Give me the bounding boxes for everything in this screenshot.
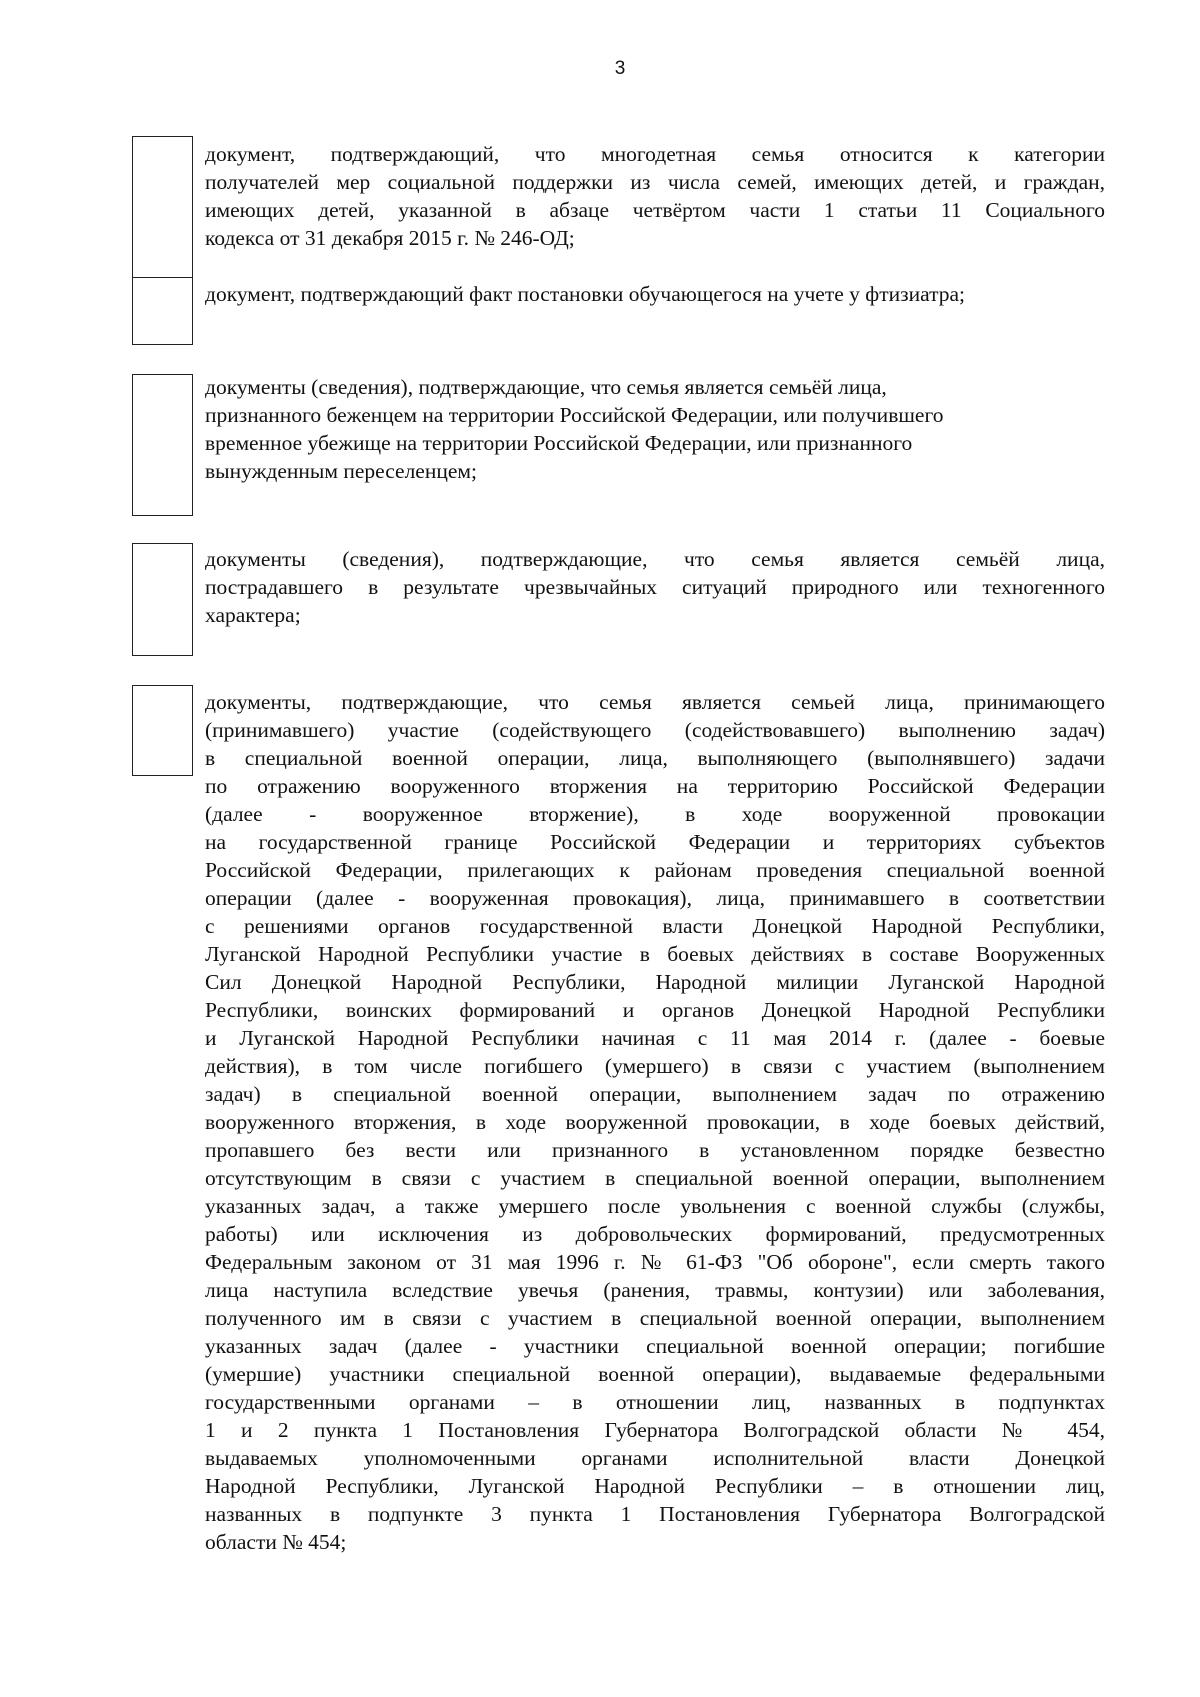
text-line: на государственной границе Российской Федерации и территориях субъектов <box>205 830 1105 854</box>
text-line: имеющих детей, указанной в абзаце четвёртом части 1 статьи 11 Социального <box>205 198 1105 222</box>
text-line: документы (сведения), подтверждающие, что семья является семьёй лица, <box>205 375 887 399</box>
text-line: отсутствующим в связи с участием в специальной военной операции, выполнением <box>205 1166 1105 1190</box>
text-line: (принимавшего) участие (содействующего (содействовавшего) выполнению задач) <box>205 718 1105 742</box>
text-line: задач) в специальной военной операции, выполнением задач по отражению <box>205 1082 1105 1106</box>
text-line: (умершие) участники специальной военной операции), выдаваемые федеральными <box>205 1362 1105 1386</box>
text-line: Республики, воинских формирований и органов Донецкой Народной Республики <box>205 998 1105 1022</box>
text-line: пропавшего без вести или признанного в установленном порядке безвестно <box>205 1138 1105 1162</box>
checkbox-refugee-family[interactable] <box>132 374 193 516</box>
text-line: документ, подтверждающий, что многодетная семья относится к категории <box>205 142 1105 166</box>
checkbox-emergency-victim[interactable] <box>132 543 193 656</box>
text-line: получателей мер социальной поддержки из числа семей, имеющих детей, и граждан, <box>205 170 1105 194</box>
text-line: полученного им в связи с участием в специальной военной операции, выполнением <box>205 1306 1105 1330</box>
text-line: вооруженного вторжения, в ходе вооруженной провокации, в ходе боевых действий, <box>205 1110 1105 1134</box>
text-line: Сил Донецкой Народной Республики, Народной милиции Луганской Народной <box>205 970 1105 994</box>
checkbox-military-operation[interactable] <box>132 685 193 776</box>
page-number: 3 <box>614 58 626 79</box>
text-line: документы (сведения), подтверждающие, что семья является семьёй лица, <box>205 547 1105 571</box>
text-line: Российской Федерации, прилегающих к районам проведения специальной военной <box>205 858 1105 882</box>
text-line: (далее - вооруженное вторжение), в ходе вооруженной провокации <box>205 802 1105 826</box>
text-line: указанных задач, а также умершего после увольнения с военной службы (службы, <box>205 1194 1105 1218</box>
checkbox-phthisiatrician[interactable] <box>132 277 193 345</box>
item-emergency-victim-text <box>205 545 1105 629</box>
text-line: временное убежище на территории Российской Федерации, или признанного <box>205 431 913 455</box>
text-line: названных в подпункте 3 пункта 1 Постановления Губернатора Волгоградской <box>205 1502 1105 1526</box>
item-multichild-family-text <box>205 140 1105 252</box>
text-line: государственными органами – в отношении лиц, названных в подпунктах <box>205 1390 1105 1414</box>
text-line: выдаваемых уполномоченными органами исполнительной власти Донецкой <box>205 1446 1105 1470</box>
text-line: работы) или исключения из добровольческих формирований, предусмотренных <box>205 1222 1105 1246</box>
text-line: Луганской Народной Республики участие в боевых действиях в составе Вооруженных <box>205 942 1105 966</box>
text-line: с решениями органов государственной власти Донецкой Народной Республики, <box>205 914 1105 938</box>
text-line: документы, подтверждающие, что семья является семьей лица, принимающего <box>205 690 1105 714</box>
text-line: в специальной военной операции, лица, выполняющего (выполнявшего) задачи <box>205 746 1105 770</box>
text-line: указанных задач (далее - участники специальной военной операции; погибшие <box>205 1334 1105 1358</box>
text-line: 1 и 2 пункта 1 Постановления Губернатора Волгоградской области № 454, <box>205 1418 1105 1442</box>
text-line: области № 454; <box>205 1530 347 1554</box>
text-line: Народной Республики, Луганской Народной Республики – в отношении лиц, <box>205 1474 1105 1498</box>
text-line: лица наступила вследствие увечья (ранения, травмы, контузии) или заболевания, <box>205 1278 1105 1302</box>
text-line: документ, подтверждающий факт постановки обучающегося на учете у фтизиатра; <box>205 282 966 306</box>
text-line: характера; <box>205 603 301 627</box>
text-line: кодекса от 31 декабря 2015 г. № 246-ОД; <box>205 226 575 250</box>
text-line: пострадавшего в результате чрезвычайных ситуаций природного или техногенного <box>205 575 1105 599</box>
text-line: и Луганской Народной Республики начиная с 11 мая 2014 г. (далее - боевые <box>205 1026 1105 1050</box>
text-line: операции (далее - вооруженная провокация), лица, принимавшего в соответствии <box>205 886 1105 910</box>
text-line: признанного беженцем на территории Российской Федерации, или получившего <box>205 403 944 427</box>
text-line: вынужденным переселенцем; <box>205 459 477 483</box>
item-refugee-family-text <box>205 373 943 485</box>
item-phthisiatrician-text <box>205 280 965 308</box>
text-line: Федеральным законом от 31 мая 1996 г. № 61-ФЗ "Об обороне", если смерть такого <box>205 1250 1105 1274</box>
checkbox-multichild-family[interactable] <box>132 136 193 278</box>
text-line: по отражению вооруженного вторжения на территорию Российской Федерации <box>205 774 1105 798</box>
text-line: действия), в том числе погибшего (умершего) в связи с участием (выполнением <box>205 1054 1105 1078</box>
item-military-operation-text <box>205 688 1105 1556</box>
